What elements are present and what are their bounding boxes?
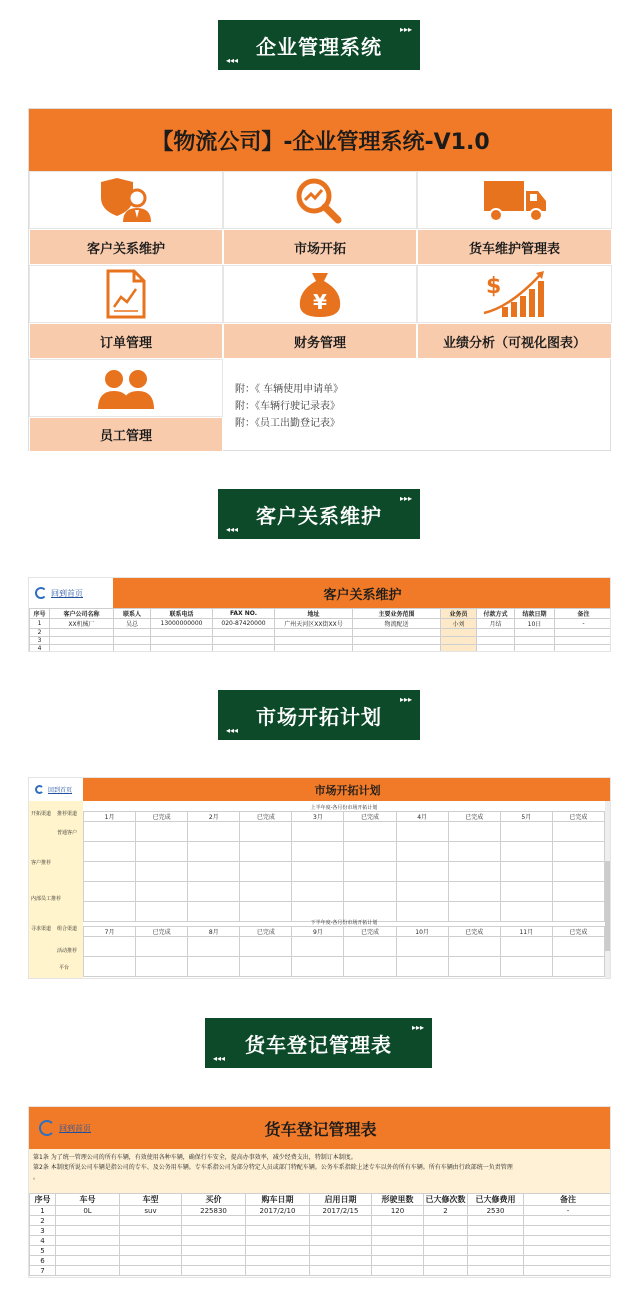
- attachment-vehicle-request[interactable]: 附：《 车辆使用申请单》: [235, 384, 344, 395]
- arrows-left-icon: ◂◂◂: [213, 1054, 226, 1063]
- attachments-list: [235, 381, 343, 432]
- table-cell[interactable]: 13000000000: [151, 619, 213, 629]
- col-header: 已大修费用: [468, 1194, 524, 1206]
- left-sublabel: 平台: [59, 965, 70, 971]
- table-cell[interactable]: 月结: [477, 619, 515, 629]
- module-performance-label[interactable]: 业绩分析（可视化图表）: [417, 323, 612, 359]
- table-cell[interactable]: 2: [30, 629, 50, 637]
- month-cell: 已完成: [240, 812, 292, 822]
- note-line: 第2条 本制度所说公司车辆是指公司的专车、及公务用车辆。专车系指公司为部分特定人员或部门特配车辆。公务车系指除上述专车以外的所有车辆。所有车辆由行政部统一负责管理: [33, 1164, 513, 1171]
- table-row: [30, 1226, 612, 1236]
- col-header: 车号: [56, 1194, 120, 1206]
- table-cell[interactable]: XX机械厂: [50, 619, 114, 629]
- back-home-button[interactable]: [29, 578, 113, 608]
- magnifier-chart-icon: [294, 176, 346, 224]
- table-row: [30, 629, 612, 637]
- col-header: 已大修次数: [425, 1195, 466, 1204]
- month-cell: 已完成: [136, 812, 188, 822]
- table-cell[interactable]: 10日: [515, 619, 555, 629]
- table-cell[interactable]: -: [524, 1206, 612, 1216]
- crm-sheet: [28, 577, 611, 652]
- market-sheet: [28, 777, 611, 979]
- crm-sheet-title: 客户关系维护: [113, 578, 611, 608]
- table-row: [30, 645, 612, 653]
- back-arrow-icon: [35, 785, 44, 794]
- module-market-tile[interactable]: [223, 171, 417, 229]
- table-cell[interactable]: 2017/2/15: [310, 1206, 372, 1216]
- table-row: [30, 619, 612, 629]
- dashboard: [28, 108, 611, 451]
- col-header: 形驶里数: [372, 1194, 424, 1206]
- month-cell: 已完成: [344, 812, 396, 822]
- truck-header-row: [30, 1194, 612, 1206]
- arrows-left-icon: ◂◂◂: [226, 525, 239, 534]
- market-left-panel: [29, 801, 83, 979]
- banner-truck: [205, 1018, 432, 1068]
- month-cell: 9月: [292, 927, 344, 937]
- month-cell: 3月: [292, 812, 344, 822]
- money-bag-icon: [294, 269, 346, 319]
- table-cell[interactable]: -: [555, 619, 612, 629]
- module-performance-tile[interactable]: [417, 265, 612, 323]
- staff-icon: [94, 365, 158, 411]
- back-home-button[interactable]: [33, 1117, 103, 1139]
- module-customer-label[interactable]: 客户关系维护: [29, 229, 223, 265]
- table-cell[interactable]: 吴总: [114, 619, 151, 629]
- arrows-left-icon: ◂◂◂: [226, 56, 239, 65]
- crm-table: [29, 608, 611, 652]
- table-cell[interactable]: 1: [30, 1206, 56, 1216]
- table-cell[interactable]: 广州天河区XX街XX号: [275, 619, 353, 629]
- col-header: 购车日期: [246, 1194, 310, 1206]
- arrows-right-icon: ▸▸▸: [399, 695, 412, 704]
- attachment-attendance[interactable]: 附：《员工出勤登记表》: [235, 418, 340, 429]
- month-cell: 已完成: [552, 812, 604, 822]
- col-header: 车型: [120, 1194, 182, 1206]
- month-cell: 1月: [84, 812, 136, 822]
- truck-sheet-title: 货车登记管理表: [29, 1107, 611, 1149]
- table-cell[interactable]: 2017/2/10: [246, 1206, 310, 1216]
- left-sublabel: 普通客户: [57, 830, 78, 836]
- h1-table: [83, 811, 605, 922]
- left-label: 寻求渠道: [31, 926, 52, 932]
- back-arrow-icon: [39, 1120, 55, 1136]
- module-truck-tile[interactable]: [417, 171, 612, 229]
- table-cell[interactable]: 020-87420000: [213, 619, 275, 629]
- banner-crm: [218, 489, 420, 539]
- col-header: 联系电话: [151, 609, 213, 619]
- module-staff-tile[interactable]: [29, 359, 223, 417]
- module-truck-label[interactable]: 货车维护管理表: [417, 229, 612, 265]
- back-home-label: 回到首页: [48, 787, 73, 794]
- h2-months-row: [84, 927, 605, 937]
- col-header: 联系人: [114, 609, 151, 619]
- banner-main: [218, 20, 420, 70]
- arrows-right-icon: ▸▸▸: [399, 25, 412, 34]
- module-finance-label[interactable]: 财务管理: [223, 323, 417, 359]
- market-grid: [83, 801, 605, 979]
- table-cell[interactable]: 2: [424, 1206, 468, 1216]
- table-cell[interactable]: 4: [30, 645, 50, 653]
- month-cell: 8月: [188, 927, 240, 937]
- module-order-tile[interactable]: [29, 265, 223, 323]
- month-cell: 2月: [188, 812, 240, 822]
- back-home-label: 回到首页: [59, 1123, 91, 1133]
- attachment-driving-log[interactable]: 附：《车辆行驶记录表》: [235, 401, 340, 412]
- svg-text:$: $: [485, 274, 501, 299]
- arrows-right-icon: ▸▸▸: [399, 494, 412, 503]
- table-cell[interactable]: 2: [30, 1216, 56, 1226]
- left-sublabel: 组合渠道: [57, 926, 78, 932]
- table-cell[interactable]: 120: [372, 1206, 424, 1216]
- truck-notes: [29, 1149, 611, 1193]
- table-row: [30, 1206, 612, 1216]
- table-cell[interactable]: 7: [30, 1266, 56, 1276]
- col-header: 序号: [30, 609, 50, 619]
- note-line: 第1条 为了统一管理公司的所有车辆，有效使用各种车辆，确保行车安全，提高办事效率，减少经费支出，特制订本制度。: [33, 1154, 357, 1161]
- col-header: 备注: [555, 609, 612, 619]
- month-cell: 已完成: [448, 927, 500, 937]
- table-cell[interactable]: 3: [30, 637, 50, 645]
- col-header: 地址: [275, 609, 353, 619]
- back-arrow-icon: [35, 587, 47, 599]
- col-header: 备注: [524, 1194, 612, 1206]
- col-header: 启用日期: [310, 1194, 372, 1206]
- dashboard-title: 【物流公司】-企业管理系统-V1.0: [29, 109, 612, 171]
- svg-text:¥: ¥: [313, 290, 327, 314]
- h2-caption: 下半年度-各月份市场开拓计划: [310, 920, 378, 926]
- market-sheet-title: 市场开拓计划: [83, 778, 611, 801]
- truck-table: [29, 1193, 611, 1276]
- month-cell: 11月: [500, 927, 552, 937]
- table-cell[interactable]: 225830: [182, 1206, 246, 1216]
- table-cell[interactable]: 1: [30, 619, 50, 629]
- module-customer-tile[interactable]: [29, 171, 223, 229]
- table-row: [30, 1216, 612, 1226]
- left-label: 开拓渠道: [31, 811, 52, 817]
- col-header: 业务员: [441, 609, 477, 619]
- table-cell[interactable]: 小刘: [441, 619, 477, 629]
- truck-sheet: [28, 1106, 611, 1278]
- col-header: 主要业务范围: [353, 609, 441, 619]
- banner-truck-title: 货车登记管理表: [245, 1032, 392, 1057]
- crm-header-row: [30, 609, 612, 619]
- module-order-label[interactable]: 订单管理: [29, 323, 223, 359]
- left-sublabel: 活动推荐: [57, 948, 78, 954]
- vertical-scrollbar[interactable]: [605, 801, 610, 979]
- table-row: [30, 1236, 612, 1246]
- module-market-label[interactable]: 市场开拓: [223, 229, 417, 265]
- month-cell: 5月: [500, 812, 552, 822]
- month-cell: 已完成: [344, 927, 396, 937]
- col-header: 付款方式: [477, 609, 515, 619]
- table-cell[interactable]: 2530: [468, 1206, 524, 1216]
- arrows-right-icon: ▸▸▸: [411, 1023, 424, 1032]
- col-header: 结款日期: [515, 609, 555, 619]
- banner-crm-title: 客户关系维护: [256, 503, 382, 528]
- table-cell[interactable]: 3: [30, 1226, 56, 1236]
- table-row: [30, 1246, 612, 1256]
- table-cell[interactable]: 0L: [56, 1206, 120, 1216]
- module-finance-tile[interactable]: [223, 265, 417, 323]
- left-label: 内部员工推荐: [31, 896, 62, 902]
- table-row: [30, 637, 612, 645]
- table-cell[interactable]: suv: [120, 1206, 182, 1216]
- month-cell: 7月: [84, 927, 136, 937]
- table-cell[interactable]: 6: [30, 1256, 56, 1266]
- order-document-icon: [104, 269, 148, 319]
- month-cell: 已完成: [552, 927, 604, 937]
- month-cell: 4月: [396, 812, 448, 822]
- col-header: 序号: [30, 1194, 56, 1206]
- month-cell: 已完成: [448, 812, 500, 822]
- month-cell: 已完成: [240, 927, 292, 937]
- col-header: 客户公司名称: [50, 609, 114, 619]
- banner-market-title: 市场开拓计划: [256, 704, 382, 729]
- col-header: 买价: [182, 1194, 246, 1206]
- table-cell[interactable]: 物流配送: [353, 619, 441, 629]
- truck-icon: [482, 177, 548, 223]
- left-sublabel: 推荐渠道: [57, 811, 78, 817]
- module-staff-label[interactable]: 员工管理: [29, 417, 223, 452]
- customer-shield-icon: [97, 176, 155, 224]
- table-cell[interactable]: 5: [30, 1246, 56, 1256]
- banner-main-title: 企业管理系统: [256, 34, 382, 59]
- h1-caption: 上半年度-各月份市场开拓计划: [310, 805, 378, 811]
- table-row: [30, 1266, 612, 1276]
- banner-market: [218, 690, 420, 740]
- col-header: FAX NO.: [213, 609, 275, 619]
- left-label: 客户推荐: [31, 860, 52, 866]
- note-line: 。: [33, 1174, 40, 1181]
- table-row: [30, 1256, 612, 1266]
- table-cell[interactable]: 4: [30, 1236, 56, 1246]
- growth-chart-icon: [480, 269, 550, 319]
- back-home-button[interactable]: [29, 778, 83, 801]
- back-home-label: 回到首页: [51, 588, 83, 598]
- month-cell: 已完成: [136, 927, 188, 937]
- h1-months-row: [84, 812, 605, 822]
- h2-table: [83, 926, 605, 977]
- arrows-left-icon: ◂◂◂: [226, 726, 239, 735]
- month-cell: 10月: [396, 927, 448, 937]
